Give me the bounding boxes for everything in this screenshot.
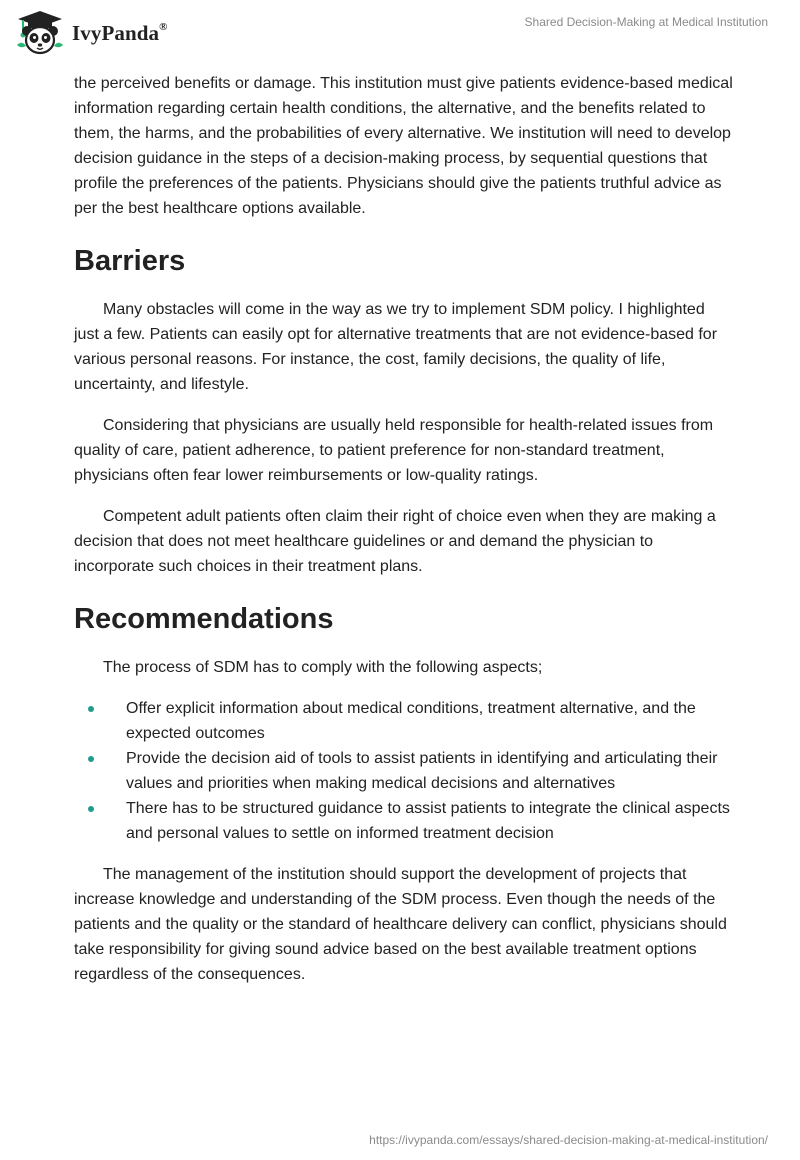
barriers-paragraph-1: Many obstacles will come in the way as we try to implement SDM policy. I highlighted just a few. Patients can easily opt for alternative treatments that are not evidence-based for various personal reasons. For instance, the cost, family decisions, the quality of life, uncertainty, and lifestyle. [74, 301, 718, 393]
intro-paragraph: the perceived benefits or damage. This institution must give patients evidence-based medical information regarding certain health conditions, the alternative, and the benefits related to them, the harms, and the probabilities of every alternative. We institution will need to develop decision guidance in the steps of a decision-making process, by sequential questions that profile the preferences of the patients. Physicians should give the patients truthful advice as per the best healthcare options available. [74, 75, 733, 217]
list-item [74, 796, 734, 846]
page-header [0, 0, 800, 70]
closing-paragraph: The management of the institution should support the development of projects that increase knowledge and understanding of the SDM process. Even though the needs of the patients and the quality or the standard of healthcare delivery can conflict, physicians should take responsibility for giving sound advice based on the best available treatment options regardless of the consequences. [74, 866, 727, 983]
source-url[interactable]: https://ivypanda.com/essays/shared-decision-making-at-medical-institution/ [369, 1133, 768, 1147]
recommendations-list [74, 696, 734, 846]
document-title: Shared Decision-Making at Medical Institution [524, 15, 768, 29]
bullet-icon [88, 806, 94, 812]
barriers-paragraph-2: Considering that physicians are usually held responsible for health-related issues from quality of care, patient adherence, to patient preference for non-standard treatment, physicians often fear lower reimbursements or low-quality ratings. [74, 417, 714, 484]
list-item [74, 696, 734, 746]
brand-name: IvyPanda® [72, 20, 168, 45]
recommendations-heading: Recommendations [74, 603, 334, 635]
bullet-icon [88, 756, 94, 762]
brand-logo[interactable] [14, 9, 168, 57]
list-item [74, 746, 734, 796]
list-item-text: Provide the decision aid of tools to assist patients in identifying and articulating their values and priorities when making medical decisions and alternatives [126, 750, 718, 792]
list-item-text: There has to be structured guidance to assist patients to integrate the clinical aspects and personal values to settle on informed treatment decision [126, 800, 730, 842]
list-item-text: Offer explicit information about medical conditions, treatment alternative, and the expected outcomes [126, 700, 696, 742]
article-body [74, 71, 734, 987]
barriers-paragraph-3: Competent adult patients often claim their right of choice even when they are making a decision that does not meet healthcare guidelines or and demand the physician to incorporate such choices in their treatment plans. [74, 508, 716, 575]
barriers-heading: Barriers [74, 245, 186, 277]
bullet-icon [88, 706, 94, 712]
panda-logo-icon [14, 9, 66, 57]
recommendations-intro: The process of SDM has to comply with the following aspects; [103, 659, 543, 676]
